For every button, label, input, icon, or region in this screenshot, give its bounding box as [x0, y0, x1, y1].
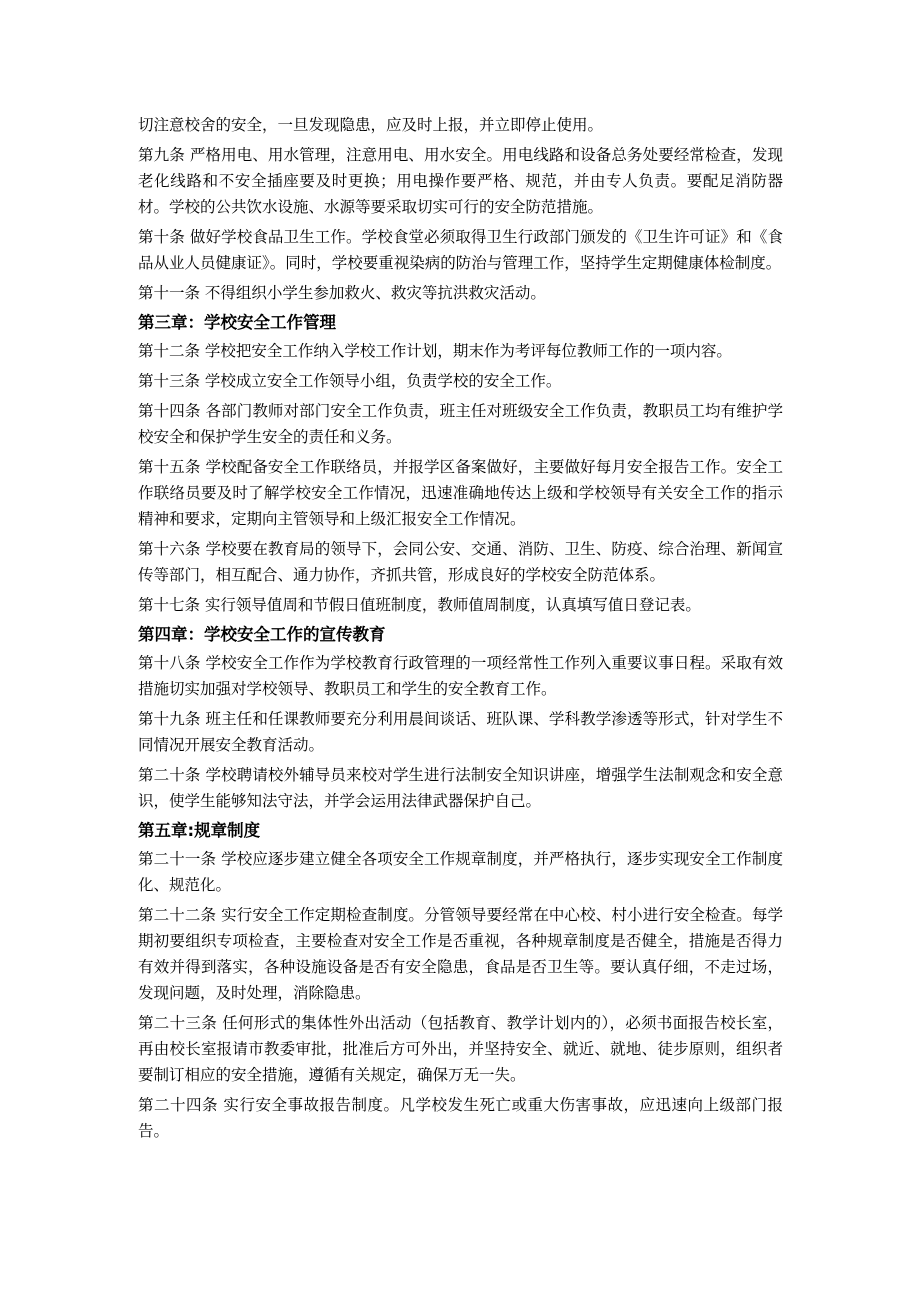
article-13: 第十三条 学校成立安全工作领导小组，负责学校的安全工作。 [138, 372, 562, 390]
chapter-3-heading: 第三章：学校安全工作管理 [138, 313, 336, 332]
article-14: 第十四条 各部门教师对部门安全工作负责，班主任对班级安全工作负责，教职员工均有维护学校安全和保护学生安全的责任和义务。 [138, 402, 783, 446]
article-15: 第十五条 学校配备安全工作联络员，并报学区备案做好，主要做好每月安全报告工作。安全工作联络员要及时了解学校安全工作情况，迅速准确地传达上级和学校领导有关安全工作的指示精神和要求，定期向主管领导和上级汇报安全工作情况。 [138, 458, 783, 528]
paragraph-continuation: 切注意校舍的安全，一旦发现隐患，应及时上报，并立即停止使用。 [138, 116, 604, 134]
chapter-5-heading: 第五章:规章制度 [138, 821, 261, 840]
article-12: 第十二条 学校把安全工作纳入学校工作计划，期末作为考评每位教师工作的一项内容。 [138, 342, 732, 360]
article-23: 第二十三条 任何形式的集体性外出活动（包括教育、教学计划内的），必须书面报告校长室，再由校长室报请市教委审批，批准后方可外出，并坚持安全、就近、就地、徒步原则，组织者要制订相应的安全措施，遵循有关规定，确保万无一失。 [138, 1014, 783, 1084]
chapter-4-heading: 第四章：学校安全工作的宣传教育 [138, 625, 386, 644]
article-18: 第十八条 学校安全工作作为学校教育行政管理的一项经常性工作列入重要议事日程。采取有效措施切实加强对学校领导、教职员工和学生的安全教育工作。 [138, 654, 783, 698]
article-16: 第十六条 学校要在教育局的领导下，会同公安、交通、消防、卫生、防疫、综合治理、新闻宣传等部门，相互配合、通力协作，齐抓共管，形成良好的学校安全防范体系。 [138, 540, 783, 584]
article-17: 第十七条 实行领导值周和节假日值班制度，教师值周制度，认真填写值日登记表。 [138, 596, 701, 614]
article-11: 第十一条 不得组织小学生参加救火、救灾等抗洪救灾活动。 [138, 284, 546, 302]
article-21: 第二十一条 学校应逐步建立健全各项安全工作规章制度，并严格执行，逐步实现安全工作制度化、规范化。 [138, 850, 783, 894]
article-10: 第十条 做好学校食品卫生工作。学校食堂必须取得卫生行政部门颁发的《卫生许可证》和《食品从业人员健康证》。同时，学校要重视染病的防治与管理工作，坚持学生定期健康体检制度。 [138, 228, 783, 272]
article-22: 第二十二条 实行安全工作定期检查制度。分管领导要经常在中心校、村小进行安全检查。每学期初要组织专项检查，主要检查对安全工作是否重视，各种规章制度是否健全，措施是否得力有效并得到落实，各种设施设备是否有安全隐患，食品是否卫生等。要认真仔细，不走过场，发现问题，及时处理，消除隐患。 [138, 906, 783, 1002]
article-9: 第九条 严格用电、用水管理，注意用电、用水安全。用电线路和设备总务处要经常检查，发现老化线路和不安全插座要及时更换；用电操作要严格、规范，并由专人负责。要配足消防器材。学校的公共饮水设施、水源等要采取切实可行的安全防范措施。 [138, 146, 783, 216]
document-body [138, 112, 783, 1148]
article-19: 第十九条 班主任和任课教师要充分利用晨间谈话、班队课、学科教学渗透等形式，针对学生不同情况开展安全教育活动。 [138, 710, 783, 754]
article-20: 第二十条 学校聘请校外辅导员来校对学生进行法制安全知识讲座，增强学生法制观念和安全意识，使学生能够知法守法，并学会运用法律武器保护自己。 [138, 766, 783, 810]
article-24: 第二十四条 实行安全事故报告制度。凡学校发生死亡或重大伤害事故，应迅速向上级部门报告。 [138, 1096, 783, 1140]
